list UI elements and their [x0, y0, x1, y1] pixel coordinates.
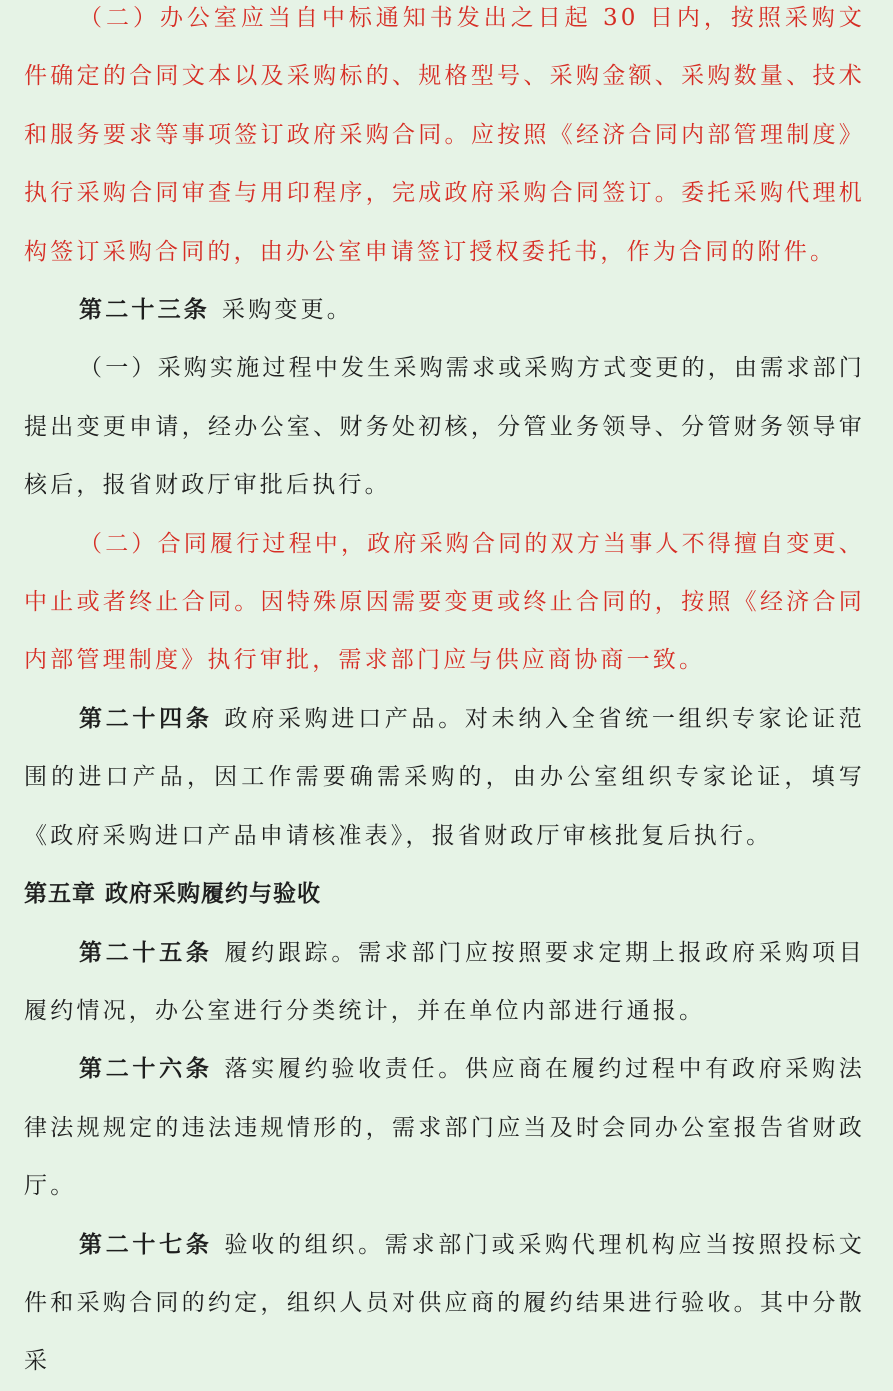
- article-25: [24, 924, 865, 1041]
- article-26: [24, 1040, 865, 1215]
- article-23: [24, 281, 865, 339]
- paragraph-procurement-change: （一）采购实施过程中发生采购需求或采购方式变更的，由需求部门提出变更申请，经办公室、财务处初核，分管业务领导、分管财务领导审核后，报省财政厅审批后执行。: [24, 355, 865, 499]
- article-text: 落实履约验收责任。供应商在履约过程中有政府采购法律法规规定的违法违规情形的，需求部门应当及时会同办公室报告省财政厅。: [24, 1056, 866, 1200]
- article-24: [24, 690, 865, 865]
- article-text: 验收的组织。需求部门或采购代理机构应当按照投标文件和采购合同的约定，组织人员对供应商的履约结果进行验收。其中分散采: [24, 1231, 866, 1375]
- article-number: 第二十三条: [79, 296, 210, 324]
- article-number: 第二十四条: [79, 704, 213, 732]
- paragraph-contract-signing: （二）办公室应当自中标通知书发出之日起 30 日内，按照采购文件确定的合同文本以及采购标的、规格型号、采购金额、采购数量、技术和服务要求等事项签订政府采购合同。应按照《经济合同内部管理制度》执行采购合同审查与用印程序，完成政府采购合同签订。委托采购代理机构签订采购合同的，由办公室申请签订授权委托书，作为合同的附件。: [24, 5, 865, 265]
- article-text: 采购变更。: [222, 297, 353, 324]
- article-number: 第二十七条: [79, 1230, 213, 1258]
- chapter-heading: 第五章 政府采购履约与验收: [24, 880, 322, 908]
- article-number: 第二十五条: [79, 938, 213, 966]
- article-text: 政府采购进口产品。对未纳入全省统一组织专家论证范围的进口产品，因工作需要确需采购的，由办公室组织专家论证，填写《政府采购进口产品申请核准表》，报省财政厅审核批复后执行。: [24, 705, 866, 849]
- article-27: [24, 1216, 865, 1391]
- paragraph-contract-change: （二）合同履行过程中，政府采购合同的双方当事人不得擅自变更、中止或者终止合同。因特殊原因需要变更或终止合同的，按照《经济合同内部管理制度》执行审批，需求部门应与供应商协商一致。: [24, 530, 865, 674]
- article-text: 履约跟踪。需求部门应按照要求定期上报政府采购项目履约情况，办公室进行分类统计，并在单位内部进行通报。: [24, 939, 866, 1024]
- article-number: 第二十六条: [79, 1055, 213, 1083]
